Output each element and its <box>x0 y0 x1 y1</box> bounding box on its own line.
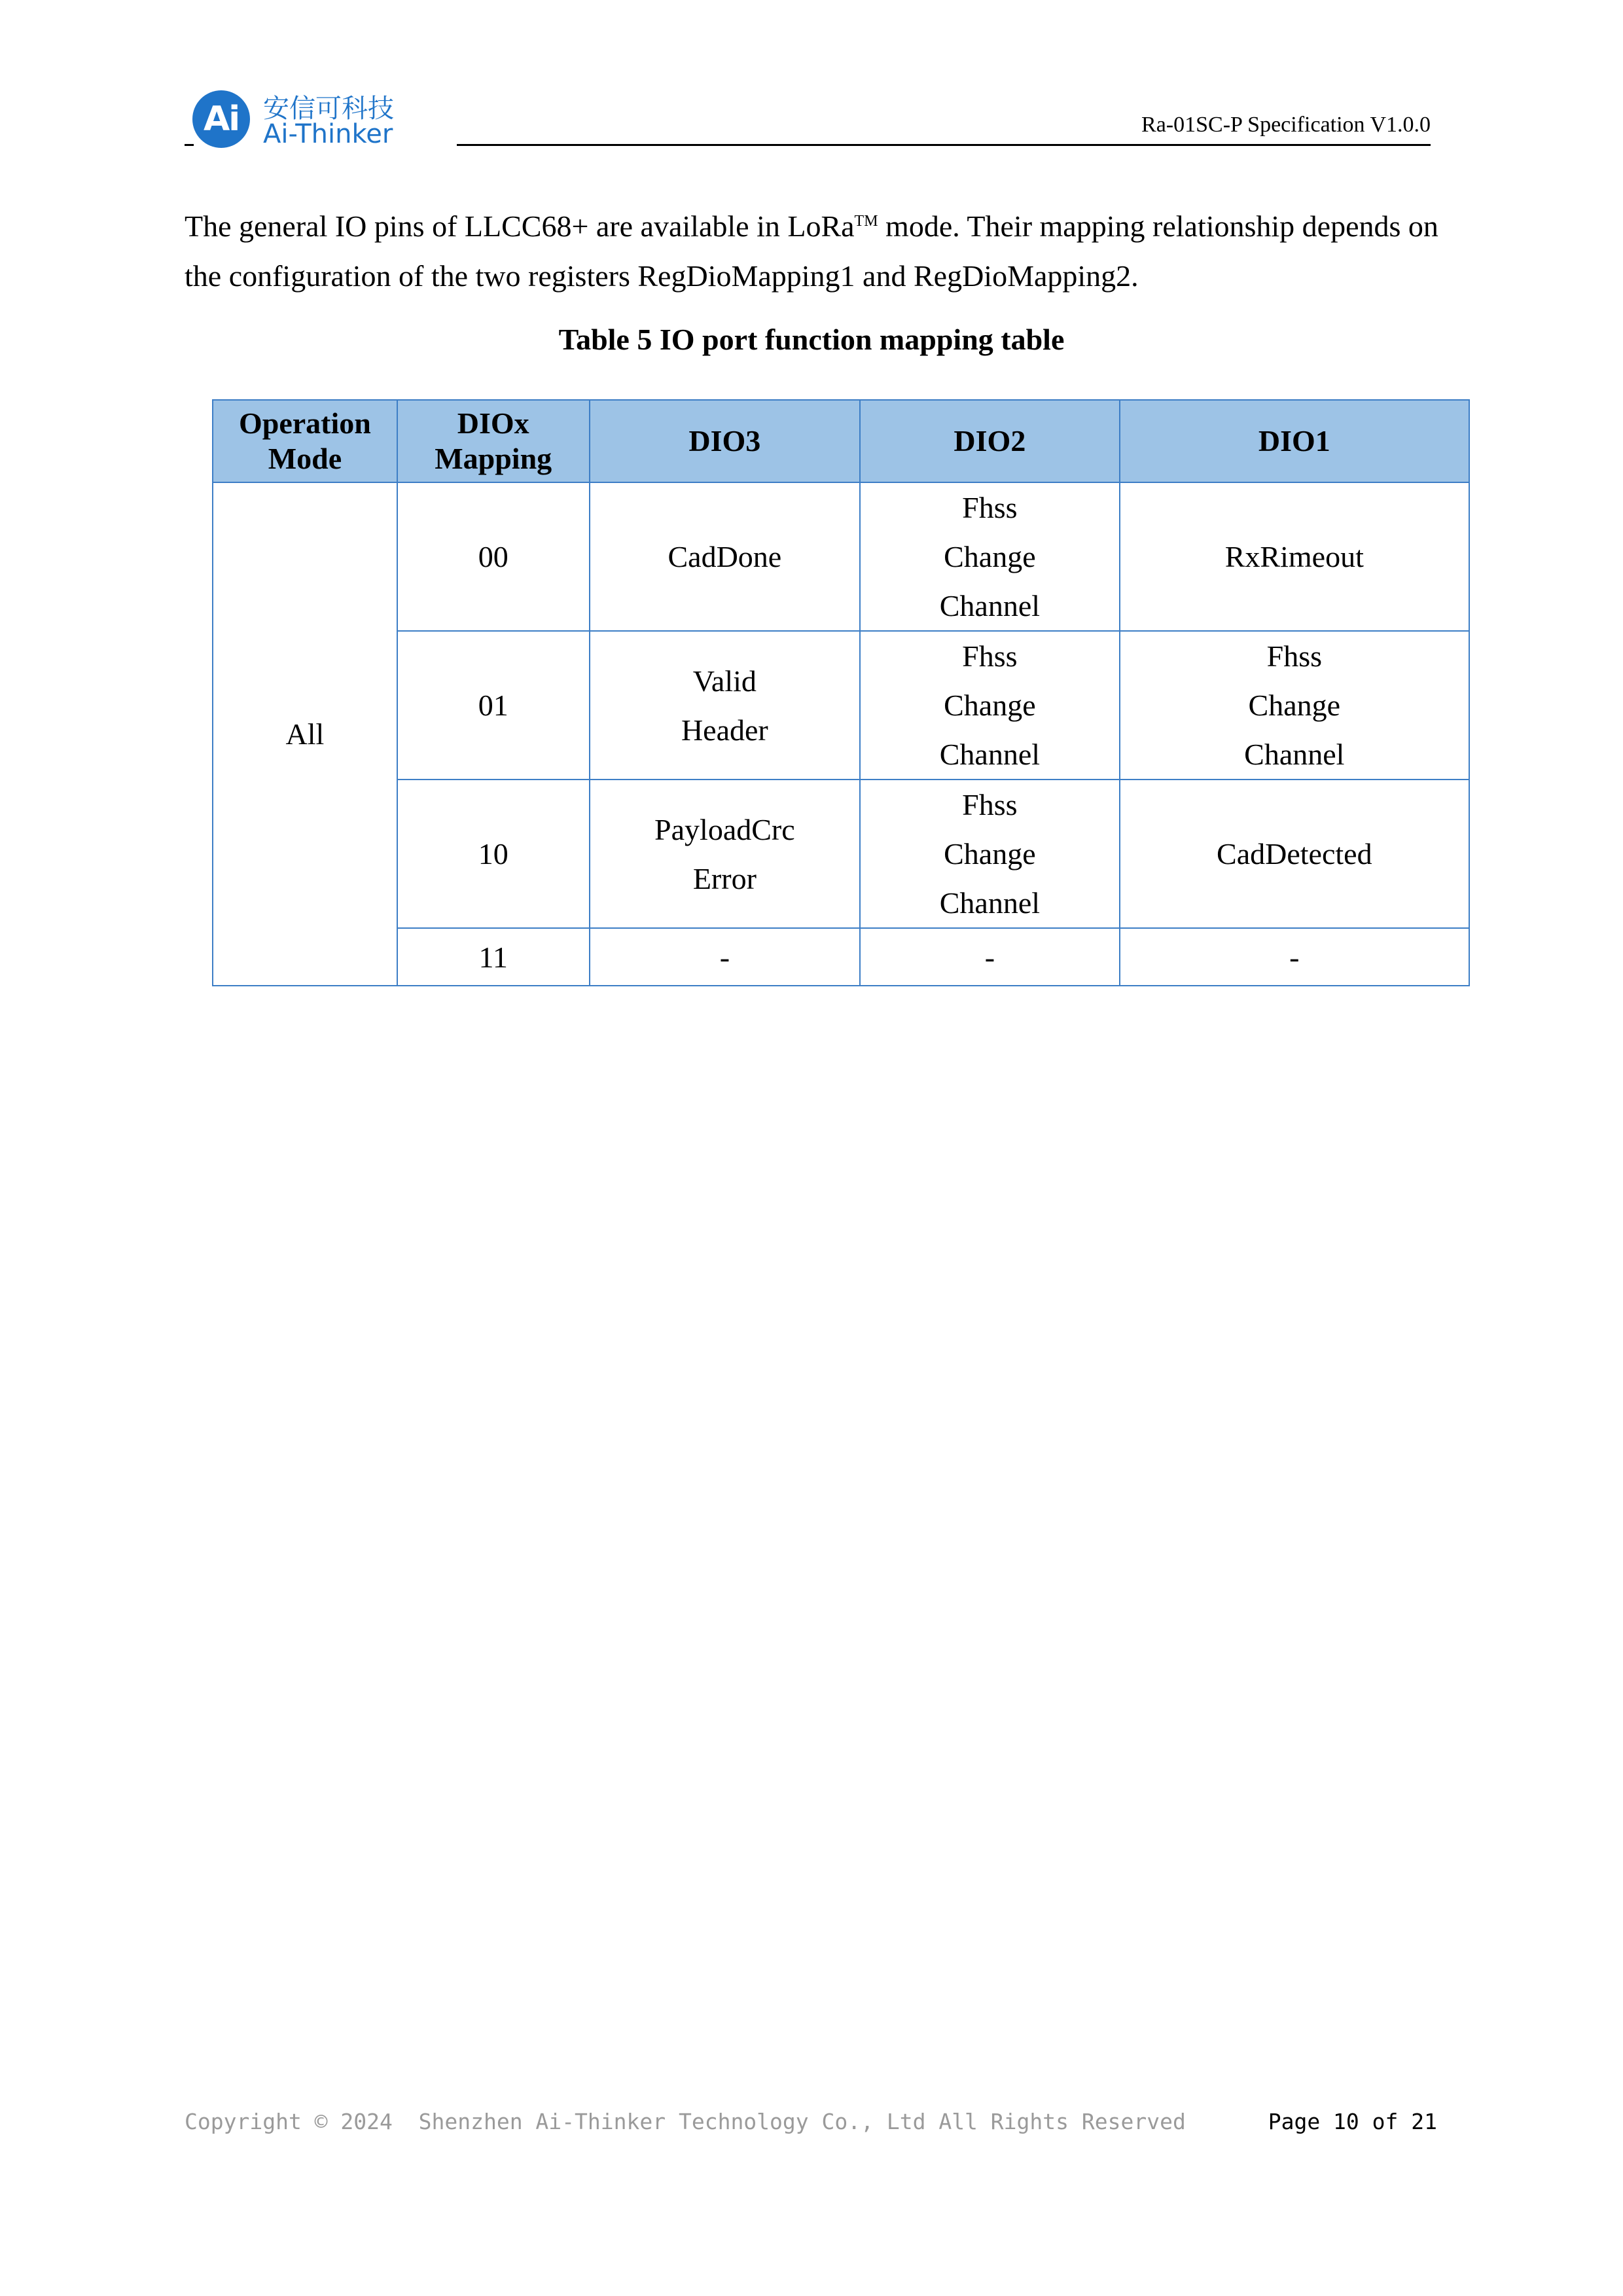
table-row <box>213 780 1469 928</box>
footer-copyright: Copyright © 2024 Shenzhen Ai-Thinker Technology Co., Ltd All Rights Reserved <box>185 2109 1186 2134</box>
header-rule-short <box>185 144 194 146</box>
dio2-cell: Fhss Change Channel <box>860 780 1119 928</box>
header-diox-mapping: DIOx Mapping <box>397 400 590 482</box>
header-dio1: DIO1 <box>1120 400 1469 482</box>
dio3-cell: Valid Header <box>590 631 861 780</box>
table-header-row <box>213 400 1469 482</box>
dio3-cell: PayloadCrc Error <box>590 780 861 928</box>
operation-mode-cell: All <box>213 482 397 986</box>
dio2-cell: Fhss Change Channel <box>860 482 1119 631</box>
table-row <box>213 928 1469 986</box>
mapping-cell: 01 <box>397 631 590 780</box>
logo-english-text: Ai-Thinker <box>263 119 393 149</box>
header-dio3: DIO3 <box>590 400 861 482</box>
mapping-cell: 10 <box>397 780 590 928</box>
dio2-cell: - <box>860 928 1119 986</box>
header-operation-mode: Operation Mode <box>213 400 397 482</box>
mapping-cell: 11 <box>397 928 590 986</box>
io-mapping-table <box>212 399 1470 986</box>
mapping-cell: 00 <box>397 482 590 631</box>
table-row <box>213 482 1469 631</box>
dio1-cell: - <box>1120 928 1469 986</box>
dio2-cell: Fhss Change Channel <box>860 631 1119 780</box>
dio3-cell: - <box>590 928 861 986</box>
logo-chinese-text: 安信可科技 <box>263 94 394 124</box>
header-dio2: DIO2 <box>860 400 1119 482</box>
dio3-cell: CadDone <box>590 482 861 631</box>
ai-thinker-logo <box>190 88 412 148</box>
table-caption: Table 5 IO port function mapping table <box>558 323 1065 356</box>
page-header <box>185 84 1431 149</box>
dio1-cell: CadDetected <box>1120 780 1469 928</box>
logo-mark-icon: Ai <box>192 90 250 148</box>
footer-page-number: Page 10 of 21 <box>1268 2109 1437 2134</box>
intro-paragraph: The general IO pins of LLCC68+ are available in LoRa™ mode. Their mapping relationship depends on the configuration of the two registers RegDioMapping1 and RegDioMapping2. <box>185 209 1438 293</box>
table-row <box>213 631 1469 780</box>
document-title: Ra-01SC-P Specification V1.0.0 <box>1141 113 1431 137</box>
dio1-cell: RxRimeout <box>1120 482 1469 631</box>
header-rule <box>457 144 1431 146</box>
trademark-mark: TM <box>854 213 878 230</box>
dio1-cell: Fhss Change Channel <box>1120 631 1469 780</box>
